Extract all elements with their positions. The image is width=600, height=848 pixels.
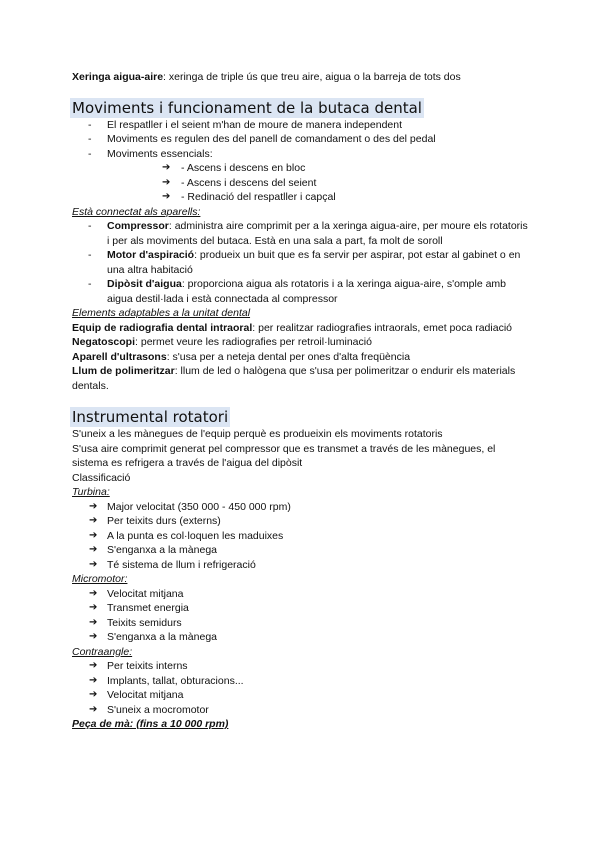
list-item: ➔ S'enganxa a la mànega [89, 544, 218, 556]
section1-list [72, 118, 532, 162]
arrow-icon: ➔ [89, 529, 98, 541]
section2-line: Classificació [72, 471, 131, 484]
arrow-icon: ➔ [89, 674, 98, 686]
peca-de-ma-title: Peça de mà: (fins a 10 000 rpm) [72, 718, 229, 730]
arrow-icon: ➔ [89, 616, 98, 628]
list-item: ➔ Velocitat mitjana [89, 689, 184, 701]
essentials-list [72, 161, 532, 205]
micromotor-title: Micromotor: [72, 573, 128, 585]
list-item: ➔ Té sistema de llum i refrigeració [89, 558, 256, 571]
arrow-icon: ➔ [89, 558, 98, 570]
arrow-icon: ➔ [162, 191, 171, 202]
section2-line: S'usa aire comprimit generat pel compressor que es transmet a través de les mànegues, el sistema es refrigera a través de l'aigua del dipòsit [72, 442, 496, 469]
arrow-icon: ➔ [89, 703, 98, 715]
intro-paragraph [72, 70, 532, 85]
list-item: ➔ - Ascens i descens del seient [162, 176, 317, 189]
list-item: - Moviments essencials: [88, 147, 213, 160]
list-item: ➔ Implants, tallat, obturacions... [89, 674, 244, 687]
arrow-icon: ➔ [89, 587, 98, 599]
list-item: ➔ Major velocitat (350 000 - 450 000 rpm) [89, 500, 291, 513]
list-item: ➔ Per teixits interns [89, 660, 188, 672]
intro-term: Xeringa aigua-aire [72, 71, 164, 83]
adaptable-item: Negatoscopi: permet veure les radiografies per retroil·luminació [72, 336, 372, 348]
contraangle-title: Contraangle: [72, 645, 133, 658]
arrow-icon: ➔ [89, 544, 98, 555]
list-item: ➔ S'enganxa a la mànega [89, 631, 218, 643]
turbina-title: Turbina: [72, 486, 110, 498]
section2-line: S'uneix a les mànegues de l'equip perquè es produeixin els moviments rotatoris [72, 428, 443, 440]
list-item: ➔ Transmet energia [89, 602, 189, 614]
arrow-icon: ➔ [89, 515, 98, 526]
list-item: ➔ Velocitat mitjana [89, 587, 184, 600]
connected-list [72, 219, 532, 306]
adaptable-item: Aparell d'ultrasons: s'usa per a neteja dental per ones d'alta freqüència [72, 350, 411, 363]
arrow-icon: ➔ [89, 689, 98, 700]
arrow-icon: ➔ [162, 176, 171, 188]
list-item: - Compressor: administra aire comprimit per a la xeringa aigua-aire, per moure els rotatoris i per als moviments del butaca. Està en una sala a part, fa molt de soroll [88, 220, 528, 247]
adaptable-item: Equip de radiografia dental intraoral: per realitzar radiografies intraorals, emet poca radiació [72, 321, 512, 334]
list-item: - Moviments es regulen des del panell de comandament o des del pedal [88, 133, 436, 145]
arrow-icon: ➔ [89, 602, 98, 613]
list-item: ➔ - Ascens i descens en bloc [162, 162, 306, 174]
turbina-list [72, 500, 532, 573]
list-item: ➔ A la punta es col·loquen les maduixes [89, 529, 284, 542]
intro-text: : xeringa de triple ús que treu aire, aigua o la barreja de tots dos [163, 71, 461, 83]
adaptable-title: Elements adaptables a la unitat dental [72, 307, 251, 319]
list-item: - Dipòsit d'aigua: proporciona aigua als rotatoris i a la xeringa aigua-aire, s'omple amb aigua destil·lada i està connectada al compressor [88, 278, 507, 305]
connected-title: Està connectat als aparells: [72, 205, 201, 218]
arrow-icon: ➔ [89, 660, 98, 671]
contraangle-list [72, 659, 532, 717]
arrow-icon: ➔ [89, 631, 98, 642]
list-item: ➔ Per teixits durs (externs) [89, 515, 221, 527]
list-item: - Motor d'aspiració: produeix un buit que es fa servir per aspirar, pot estar al gabinet o en una altra habitació [88, 249, 521, 276]
arrow-icon: ➔ [89, 500, 98, 512]
section1-heading: Moviments i funcionament de la butaca dental [72, 98, 422, 117]
micromotor-list [72, 587, 532, 645]
section2-heading: Instrumental rotatori [72, 408, 229, 426]
list-item: ➔ S'uneix a mocromotor [89, 703, 209, 716]
arrow-icon: ➔ [162, 162, 171, 173]
list-item: ➔ - Redinació del respatller i capçal [162, 191, 336, 203]
list-item: - El respatller i el seient m'han de moure de manera independent [88, 118, 403, 131]
list-item: ➔ Teixits semidurs [89, 616, 182, 629]
document-page [72, 70, 532, 732]
adaptable-item: Llum de polimeritzar: llum de led o halògena que s'usa per polimeritzar o endurir els materials dentals. [72, 365, 516, 392]
